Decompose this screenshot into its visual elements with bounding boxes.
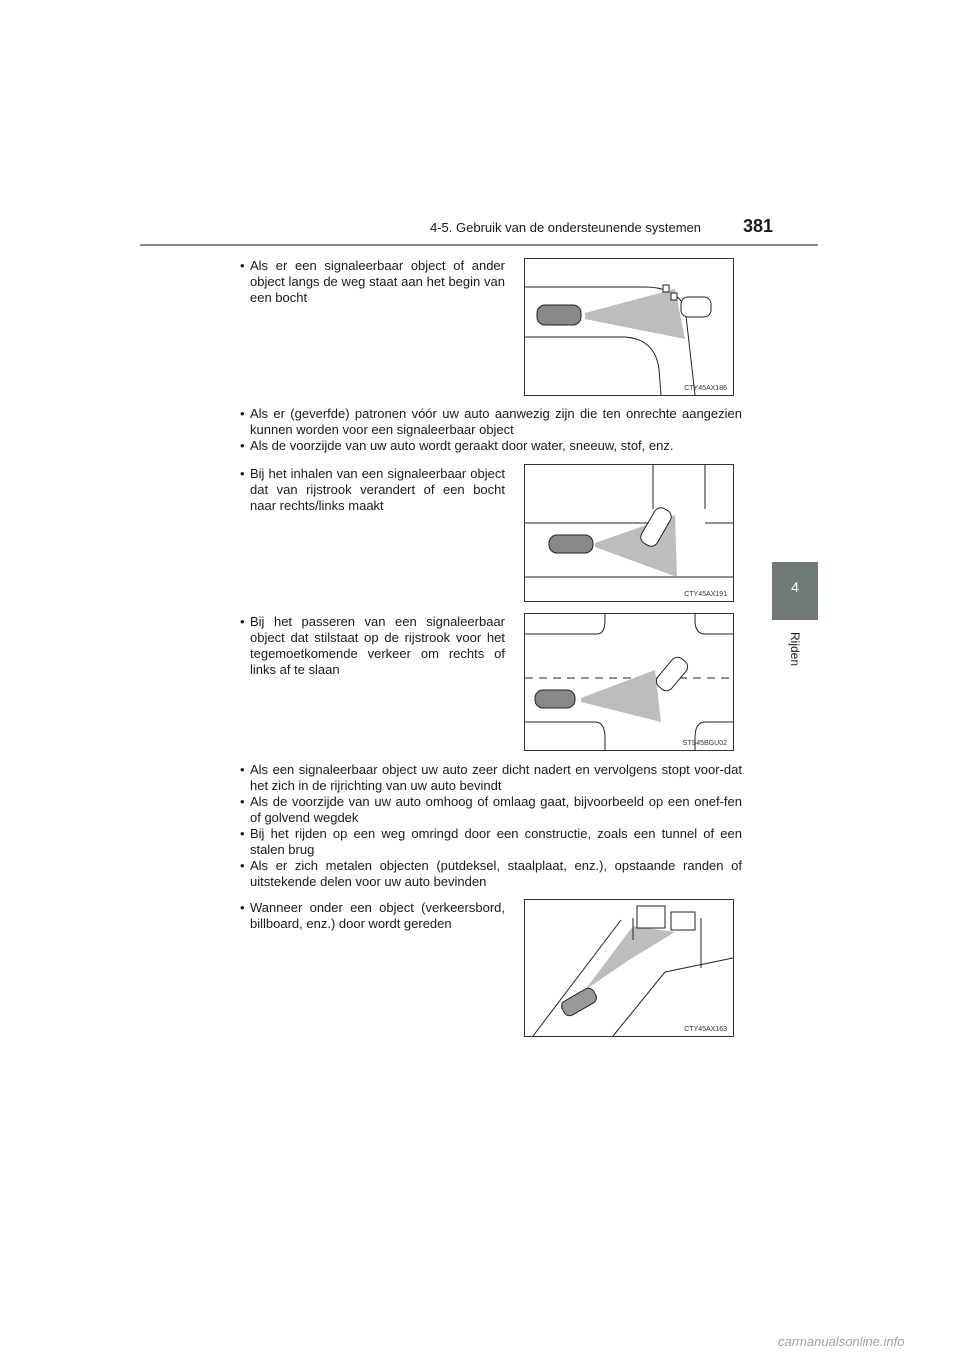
bullet-item: • Bij het inhalen van een signaleerbaar object dat van rijstrook verandert of een bocht naar rechts/links maakt [250, 466, 505, 514]
header-divider [140, 244, 818, 246]
bullet-item: • Als de voorzijde van uw auto wordt geraakt door water, sneeuw, stof, enz. [250, 438, 742, 454]
bullet-item: • Als er (geverfde) patronen vóór uw auto aanwezig zijn die ten onrechte aangezien kunnen worden voor een signaleerbaar object [250, 406, 742, 438]
chapter-tab: 4 [772, 562, 818, 620]
bullet-item: • Wanneer onder een object (verkeersbord, billboard, enz.) door wordt gereden [250, 900, 505, 932]
bullet-item: • Als de voorzijde van uw auto omhoog of omlaag gaat, bijvoorbeeld op een onef-fen of golvend wegdek [250, 794, 742, 826]
bullet-item: • Bij het passeren van een signaleerbaar object dat stilstaat op de rijstrook voor het tegemoetkomende verkeer om rechts of links af te slaan [250, 614, 505, 678]
figure-code: CTY45AX191 [684, 591, 727, 598]
figure-code: CTY45AX163 [684, 1026, 727, 1033]
bullet-item: • Als er zich metalen objecten (putdeksel, staalplaat, enz.), opstaande randen of uitstekende delen voor uw auto bevinden [250, 858, 742, 890]
watermark: carmanualsonline.info [778, 1334, 905, 1349]
bullet-item: • Als er een signaleerbaar object of ander object langs de weg staat aan het begin van een bocht [250, 258, 505, 306]
section-title: 4-5. Gebruik van de ondersteunende systemen [430, 220, 702, 235]
bullet-item: • Bij het rijden op een weg omringd door een constructie, zoals een tunnel of een stalen brug [250, 826, 742, 858]
page-number: 381 [743, 216, 774, 236]
chapter-label: Rijden [788, 632, 802, 667]
figure-curve-road [524, 258, 734, 396]
bullet-item: • Als een signaleerbaar object uw auto zeer dicht nadert en vervolgens stopt voor-dat het zich in de rijrichting van uw auto bevindt [250, 762, 742, 794]
figure-lane-change [524, 464, 734, 602]
figure-code: CTY45AX186 [684, 385, 727, 392]
figure-overhead-sign [524, 899, 734, 1037]
figure-code: STS45BGU02 [682, 740, 727, 747]
figure-oncoming-turn [524, 613, 734, 751]
